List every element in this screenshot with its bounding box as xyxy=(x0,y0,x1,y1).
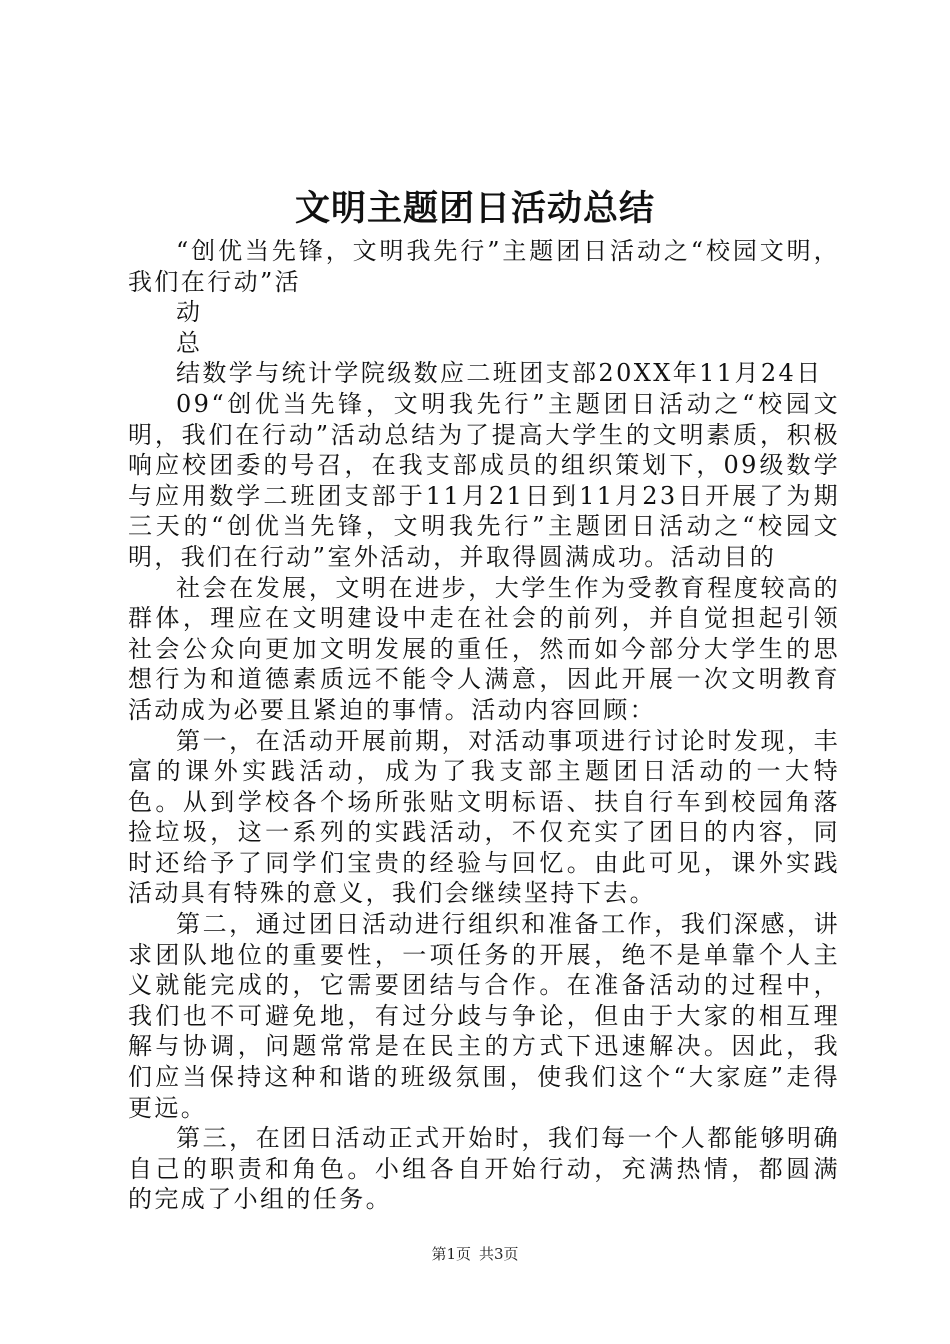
paragraph: 结数学与统计学院级数应二班团支部20XX年11月24日 xyxy=(176,359,823,388)
paragraph: 第三，在团日活动正式开始时，我们每一个人都能够明确自己的职责和角色。小组各自开始行动，充满热情，都圆满的完成了小组的任务。 xyxy=(128,1124,840,1214)
paragraph: “创优当先锋，文明我先行”主题团日活动之“校园文明，我们在行动”活 xyxy=(128,237,840,296)
document-title: 文明主题团日活动总结 xyxy=(294,188,655,229)
paragraph: 社会在发展，文明在进步，大学生作为受教育程度较高的群体，理应在文明建设中走在社会的前列，并自觉担起引领社会公众向更加文明发展的重任，然而如今部分大学生的思想行为和道德素质远不能令人满意，因此开展一次文明教育活动成为必要且紧迫的事情。活动内容回顾： xyxy=(128,573,840,724)
paragraph: 09“创优当先锋，文明我先行”主题团日活动之“校园文明，我们在行动”活动总结为了提高大学生的文明素质，积极响应校团委的号召，在我支部成员的组织策划下，09级数学与应用数学二班团支部于11月21日到11月23日开展了为期三天的“创优当先锋，文明我先行”主题团日活动之“校园文明，我们在行动”室外活动，并取得圆满成功。活动目的 xyxy=(128,389,840,571)
page-footer xyxy=(0,1244,950,1264)
page-number: 第1页 xyxy=(431,1245,471,1263)
page-total: 共3页 xyxy=(479,1245,519,1263)
paragraph: 第二，通过团日活动进行组织和准备工作，我们深感，讲求团队地位的重要性，一项任务的开展，绝不是单靠个人主义就能完成的，它需要团结与合作。在准备活动的过程中，我们也不可避免地，有过分歧与争论，但由于大家的相互理解与协调，问题常常是在民主的方式下迅速解决。因此，我们应当保持这种和谐的班级氛围，使我们这个“大家庭”走得更远。 xyxy=(128,910,840,1122)
paragraph: 总 xyxy=(176,328,203,357)
paragraph: 第一，在活动开展前期，对活动事项进行讨论时发现，丰富的课外实践活动，成为了我支部主题团日活动的一大特色。从到学校各个场所张贴文明标语、扶自行车到校园角落捡垃圾，这一系列的实践活动，不仅充实了团日的内容，同时还给予了同学们宝贵的经验与回忆。由此可见，课外实践活动具有特殊的意义，我们会继续坚持下去。 xyxy=(128,726,840,908)
document-body xyxy=(128,236,840,1215)
paragraph: 动 xyxy=(176,298,203,327)
